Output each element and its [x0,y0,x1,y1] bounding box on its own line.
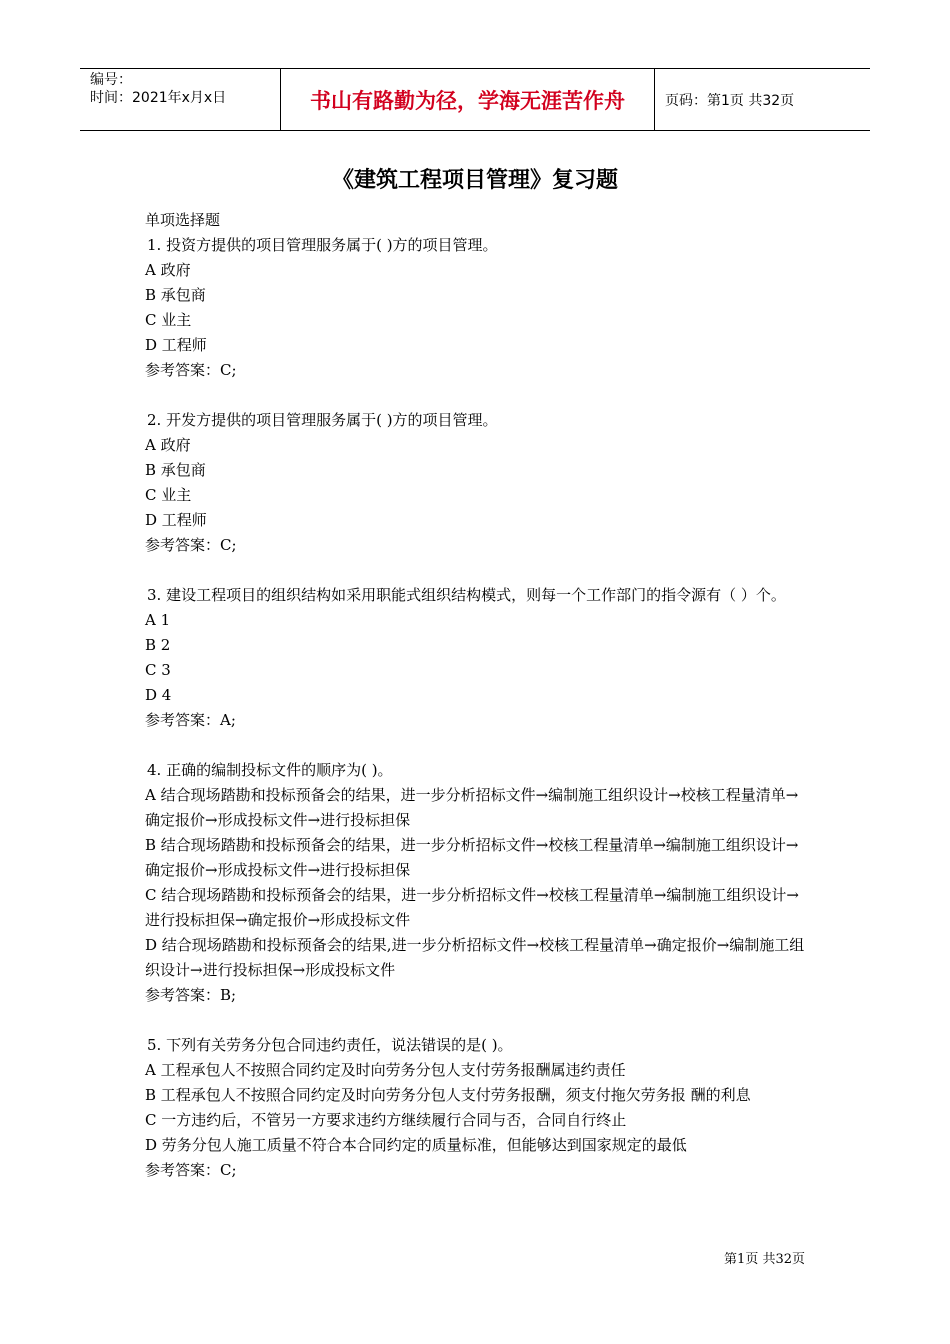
option-b: B 工程承包人不按照合同约定及时向劳务分包人支付劳务报酬，须支付拖欠劳务报 酬的利息 [145,1086,751,1104]
option-d: D 工程师 [145,336,207,354]
option-c: C 业主 [145,486,192,504]
option-c: C 业主 [145,311,192,329]
question-text: 4. 正确的编制投标文件的顺序为( )。 [147,761,393,779]
page-header [80,68,870,131]
motto: 书山有路勤为径，学海无涯苦作舟 [281,69,655,130]
option-d: D 工程师 [145,511,207,529]
answer: 参考答案：C; [145,1161,237,1179]
option-c: C 结合现场踏勘和投标预备会的结果，进一步分析招标文件→校核工程量清单→编制施工组织设计→进行投标担保→确定报价→形成投标文件 [145,886,799,929]
section-label: 单项选择题 [145,211,221,229]
option-a: A 工程承包人不按照合同约定及时向劳务分包人支付劳务报酬属违约责任 [145,1061,626,1079]
option-b: B 承包商 [145,461,206,479]
option-c: C 3 [145,661,171,679]
question-5 [145,1033,810,1183]
number-label: 编号： [90,72,132,88]
option-a: A 政府 [145,261,191,279]
question-text: 3. 建设工程项目的组织结构如采用职能式组织结构模式，则每一个工作部门的指令源有（ ）个。 [147,586,786,604]
header-page-label: 页码：第1页 共32页 [665,92,795,109]
option-b: B 承包商 [145,286,206,304]
option-c: C 一方违约后，不管另一方要求违约方继续履行合同与否，合同自行终止 [145,1111,627,1129]
answer: 参考答案：B; [145,986,237,1004]
option-a: A 政府 [145,436,191,454]
question-3 [145,583,810,733]
option-d: D 4 [145,686,172,704]
page-footer: 第1页 共32页 [724,1252,805,1267]
header-info-cell [80,69,281,130]
answer: 参考答案：C; [145,361,237,379]
question-text: 2. 开发方提供的项目管理服务属于( )方的项目管理。 [147,411,498,429]
question-4 [145,758,810,1008]
option-a: A 1 [145,611,171,629]
option-d: D 劳务分包人施工质量不符合本合同约定的质量标准，但能够达到国家规定的最低 [145,1136,687,1154]
document-content [145,208,810,1183]
question-2 [145,408,810,558]
question-text: 1. 投资方提供的项目管理服务属于( )方的项目管理。 [147,236,498,254]
option-d: D 结合现场踏勘和投标预备会的结果,进一步分析招标文件→校核工程量清单→确定报价→编制施工组织设计→进行投标担保→形成投标文件 [145,936,805,979]
option-a: A 结合现场踏勘和投标预备会的结果，进一步分析招标文件→编制施工组织设计→校核工程量清单→确定报价→形成投标文件→进行投标担保 [145,786,799,829]
time-label: 时间：2021年x月x日 [90,90,227,106]
question-1 [145,233,810,383]
option-b: B 结合现场踏勘和投标预备会的结果，进一步分析招标文件→校核工程量清单→编制施工组织设计→确定报价→形成投标文件→进行投标担保 [145,836,799,879]
question-text: 5. 下列有关劳务分包合同违约责任，说法错误的是( )。 [147,1036,513,1054]
answer: 参考答案：A; [145,711,236,729]
document-title: 《建筑工程项目管理》复习题 [331,168,618,193]
answer: 参考答案：C; [145,536,237,554]
option-b: B 2 [145,636,171,654]
